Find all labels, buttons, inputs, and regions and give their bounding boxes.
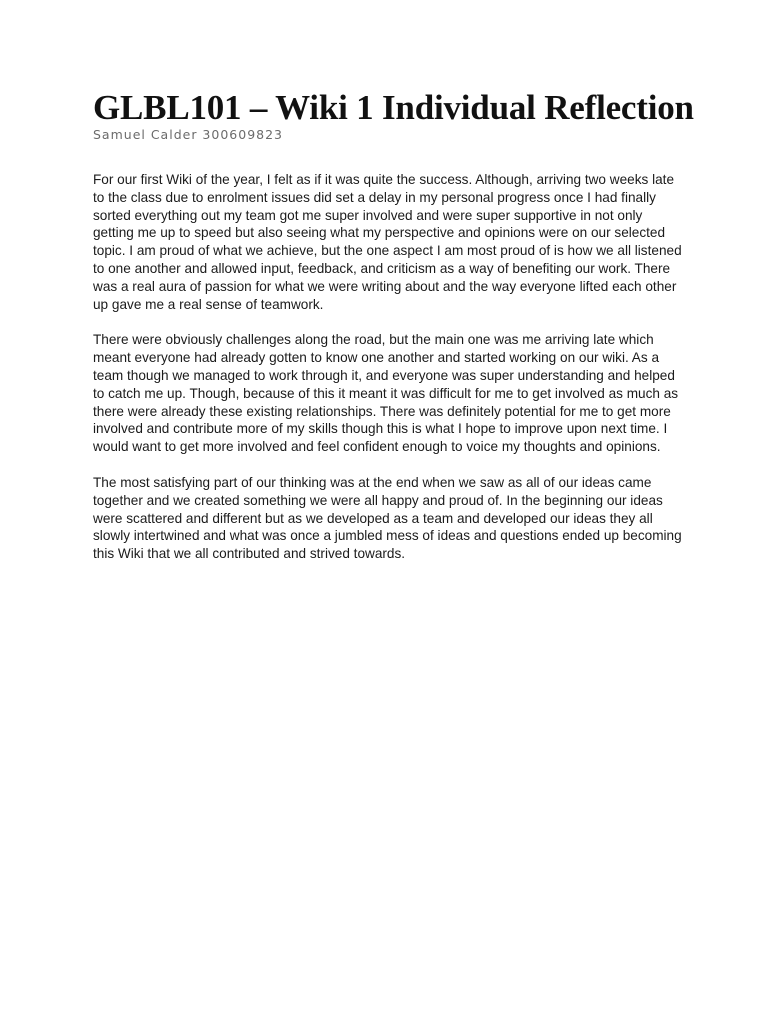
- paragraph-1: For our first Wiki of the year, I felt as if it was quite the success. Although, arriving two weeks late to the class due to enrolment issues did set a delay in my personal progress once I had finally sorted everything out my team got me super involved and were super supportive in not only getting me up to speed but also seeing what my perspective and opinions were on our selected topic. I am proud of what we achieve, but the one aspect I am most proud of is how we all listened to one another and allowed input, feedback, and criticism as a way of benefiting our work. There was a real aura of passion for what we were writing about and the way everyone lifted each other up gave me a real sense of teamwork.: [93, 172, 682, 312]
- paragraph-2: There were obviously challenges along the road, but the main one was me arriving late which meant everyone had already gotten to know one another and started working on our wiki. As a team though we managed to work through it, and everyone was super understanding and helped to catch me up. Though, because of this it meant it was difficult for me to get involved as much as there were already these existing relationships. There was definitely potential for me to get more involved and contribute more of my skills though this is what I hope to improve upon next time. I would want to get more involved and feel confident enough to voice my thoughts and opinions.: [93, 332, 679, 455]
- document-title: GLBL101 – Wiki 1 Individual Reflection: [93, 88, 694, 127]
- document-subtitle: Samuel Calder 300609823: [93, 127, 284, 142]
- paragraph-3: The most satisfying part of our thinking was at the end when we saw as all of our ideas came together and we created something we were all happy and proud of. In the beginning our ideas were scattered and different but as we developed as a team and developed our ideas they all slowly intertwined and what was once a jumbled mess of ideas and questions ended up becoming this Wiki that we all contributed and strived towards.: [93, 474, 682, 562]
- document-content: [93, 88, 694, 581]
